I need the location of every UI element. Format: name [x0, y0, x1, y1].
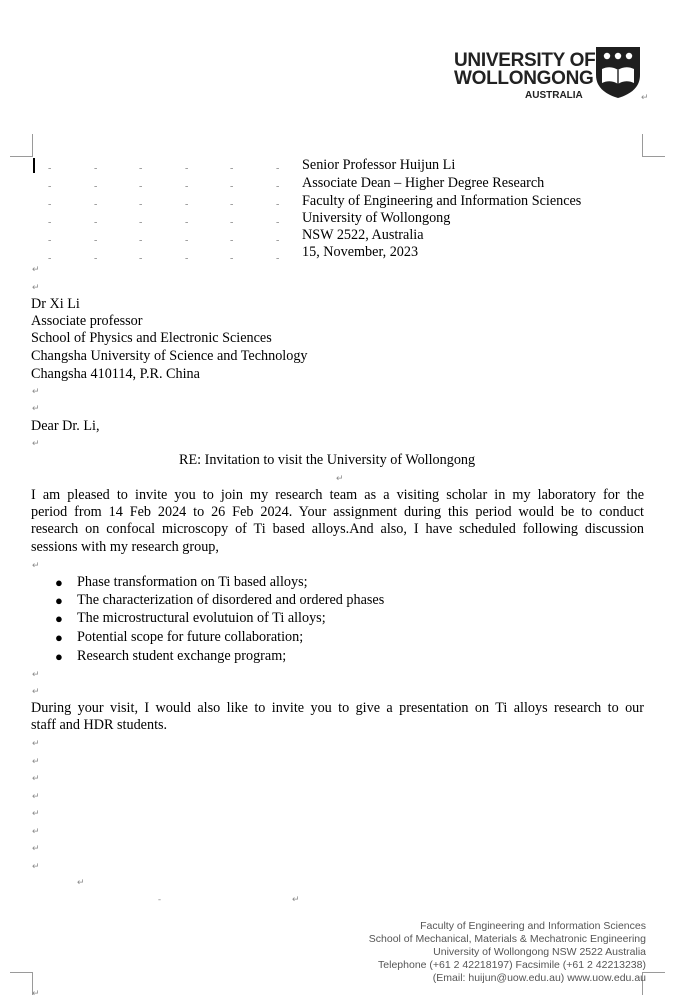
- paragraph-mark: ↵: [32, 738, 40, 748]
- paragraph-mark: ↵: [336, 473, 344, 483]
- bullet-icon: ●: [55, 611, 63, 626]
- tab-mark: - - - - - -: [230, 163, 234, 264]
- bullet-icon: ●: [55, 649, 63, 664]
- tab-mark: - - - - - -: [139, 163, 143, 264]
- tab-mark: - - - - - -: [276, 163, 280, 264]
- recipient-line: Changsha University of Science and Technology: [31, 348, 308, 364]
- paragraph-mark: ↵: [32, 843, 40, 853]
- paragraph-mark: ↵: [32, 403, 40, 413]
- sender-line: University of Wollongong: [302, 210, 451, 226]
- list-item: The characterization of disordered and ordered phases: [77, 592, 385, 608]
- sender-line: Senior Professor Huijun Li: [302, 157, 456, 173]
- paragraph-mark: ↵: [32, 756, 40, 766]
- list-item: The microstructural evolutuion of Ti alloys;: [77, 610, 326, 626]
- crop-mark-top-right: [642, 134, 665, 157]
- paragraph-line: staff and HDR students.: [31, 717, 168, 733]
- sender-line: Faculty of Engineering and Information Sciences: [302, 193, 582, 209]
- footer-contact-line: (Email: huijun@uow.edu.au) www.uow.edu.au: [432, 972, 646, 984]
- recipient-line: School of Physics and Electronic Sciences: [31, 330, 272, 346]
- text-cursor: [33, 158, 35, 173]
- paragraph-mark: ↵: [32, 773, 40, 783]
- footer-line: Telephone (+61 2 42218197) Facsimile (+61 2 42213238): [378, 959, 646, 971]
- footer-line: School of Mechanical, Materials & Mechatronic Engineering: [368, 933, 646, 945]
- paragraph-line: I am pleased to invite you to join my research team as a visiting scholar in my laboratory for the: [31, 487, 644, 503]
- paragraph-line: During your visit, I would also like to invite you to give a presentation on Ti alloys research to our: [31, 700, 644, 716]
- list-item: Potential scope for future collaboration;: [77, 629, 304, 645]
- paragraph-mark: ↵: [32, 282, 40, 292]
- sender-line: Associate Dean – Higher Degree Research: [302, 175, 545, 191]
- paragraph-mark: ↵: [32, 826, 40, 836]
- list-item: Research student exchange program;: [77, 648, 287, 664]
- paragraph-mark: ↵: [32, 988, 40, 998]
- subject-line: RE: Invitation to visit the University of Wollongong: [179, 452, 476, 468]
- sender-line: NSW 2522, Australia: [302, 227, 424, 243]
- footer-line: University of Wollongong NSW 2522 Australia: [433, 946, 646, 958]
- paragraph-mark: ↵: [641, 92, 649, 102]
- paragraph-mark: ↵: [292, 894, 300, 904]
- paragraph-line: period from 14 Feb 2024 to 26 Feb 2024. Your assignment during this period would be to conduct: [31, 504, 644, 520]
- list-item: Phase transformation on Ti based alloys;: [77, 574, 308, 590]
- logo-line-3: AUSTRALIA: [525, 90, 583, 101]
- bullet-icon: ●: [55, 593, 63, 608]
- paragraph-line: sessions with my research group,: [31, 539, 219, 555]
- paragraph-line: research on confocal microscopy of Ti based alloys.And also, I have scheduled following discussion: [31, 521, 644, 537]
- paragraph-mark: ↵: [32, 861, 40, 871]
- recipient-line: Associate professor: [31, 313, 143, 329]
- tab-mark: - - - - - -: [185, 163, 189, 264]
- tab-mark: -: [158, 894, 161, 904]
- recipient-line: Dr Xi Li: [31, 296, 80, 312]
- bullet-icon: ●: [55, 575, 63, 590]
- paragraph-mark: ↵: [32, 264, 40, 274]
- crop-mark-top-left: [10, 134, 33, 157]
- tab-mark: - - - - - -: [94, 163, 98, 264]
- paragraph-mark: ↵: [32, 686, 40, 696]
- paragraph-mark: ↵: [77, 877, 85, 887]
- paragraph-mark: ↵: [32, 438, 40, 448]
- crop-mark-bottom-left: [10, 972, 33, 995]
- logo-line-2: WOLLONGONG: [454, 68, 594, 89]
- footer-line: Faculty of Engineering and Information Sciences: [420, 920, 646, 932]
- letter-date: 15, November, 2023: [302, 244, 419, 260]
- paragraph-mark: ↵: [32, 669, 40, 679]
- bullet-icon: ●: [55, 630, 63, 645]
- paragraph-mark: ↵: [32, 560, 40, 570]
- paragraph-mark: ↵: [32, 808, 40, 818]
- greeting: Dear Dr. Li,: [31, 418, 100, 434]
- recipient-line: Changsha 410114, P.R. China: [31, 366, 200, 382]
- paragraph-mark: ↵: [32, 386, 40, 396]
- paragraph-mark: ↵: [32, 791, 40, 801]
- university-crest-icon: [594, 45, 642, 99]
- logo-line-1: UNIVERSITY OF: [454, 50, 596, 71]
- tab-mark: - - - - - -: [48, 163, 52, 264]
